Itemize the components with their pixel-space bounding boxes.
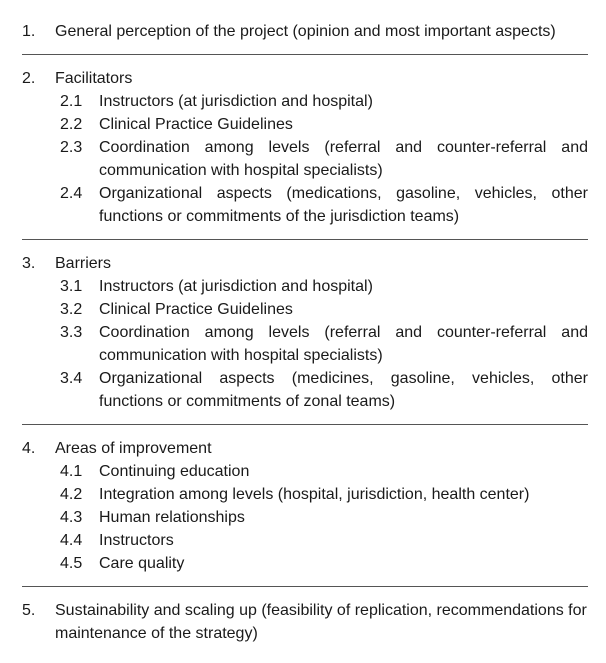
subitem-list	[60, 90, 588, 228]
list-item	[60, 529, 588, 552]
list-item	[60, 552, 588, 575]
section-number: 5.	[22, 602, 36, 619]
item-number: 4.3	[60, 509, 83, 526]
list-item	[60, 182, 588, 228]
item-number: 4.4	[60, 532, 83, 549]
item-number: 3.2	[60, 301, 83, 318]
list-item	[60, 506, 588, 529]
section-heading	[22, 437, 588, 460]
list-item	[60, 367, 588, 413]
section-number: 2.	[22, 70, 36, 87]
list-item	[60, 275, 588, 298]
item-text: Human relationships	[99, 509, 245, 526]
item-number: 3.4	[60, 370, 83, 387]
subitem-list	[60, 275, 588, 413]
section-title: Facilitators	[55, 70, 133, 87]
subitem-list	[60, 460, 588, 575]
item-number: 2.2	[60, 116, 83, 133]
item-text: Integration among levels (hospital, jurisdiction, health center)	[99, 486, 530, 503]
list-item	[60, 136, 588, 182]
item-number: 2.4	[60, 185, 83, 202]
section-4	[22, 437, 588, 587]
section-3	[22, 252, 588, 425]
section-title: Sustainability and scaling up (feasibility of replication, recommendations for maintenance of the strategy)	[55, 602, 587, 642]
item-text: Instructors	[99, 532, 174, 549]
section-title: Areas of improvement	[55, 440, 212, 457]
list-item	[60, 321, 588, 367]
section-number: 3.	[22, 255, 36, 272]
item-number: 4.2	[60, 486, 83, 503]
item-text: Instructors (at jurisdiction and hospital)	[99, 93, 373, 110]
item-text: Coordination among levels (referral and counter-referral and communication with hospital specialists)	[99, 139, 588, 179]
item-text: Continuing education	[99, 463, 250, 480]
item-number: 4.5	[60, 555, 83, 572]
section-heading	[22, 20, 588, 43]
section-title: Barriers	[55, 255, 112, 272]
list-item	[60, 298, 588, 321]
section-1	[22, 20, 588, 55]
section-5	[22, 599, 588, 656]
item-text: Organizational aspects (medications, gasoline, vehicles, other functions or commitments of the jurisdiction teams)	[99, 185, 588, 225]
section-heading	[22, 252, 588, 275]
section-heading	[22, 67, 588, 90]
item-number: 3.3	[60, 324, 83, 341]
item-number: 3.1	[60, 278, 83, 295]
item-text: Care quality	[99, 555, 185, 572]
item-text: Coordination among levels (referral and counter-referral and communication with hospital specialists)	[99, 324, 588, 364]
item-text: Instructors (at jurisdiction and hospital)	[99, 278, 373, 295]
section-number: 4.	[22, 440, 36, 457]
item-text: Clinical Practice Guidelines	[99, 301, 293, 318]
item-number: 2.1	[60, 93, 83, 110]
list-item	[60, 460, 588, 483]
section-number: 1.	[22, 23, 36, 40]
section-heading	[22, 599, 588, 645]
item-text: Clinical Practice Guidelines	[99, 116, 293, 133]
section-title: General perception of the project (opinion and most important aspects)	[55, 23, 556, 40]
section-2	[22, 67, 588, 240]
list-item	[60, 90, 588, 113]
item-number: 4.1	[60, 463, 83, 480]
list-item	[60, 483, 588, 506]
item-text: Organizational aspects (medicines, gasoline, vehicles, other functions or commitments of zonal teams)	[99, 370, 588, 410]
item-number: 2.3	[60, 139, 83, 156]
list-item	[60, 113, 588, 136]
